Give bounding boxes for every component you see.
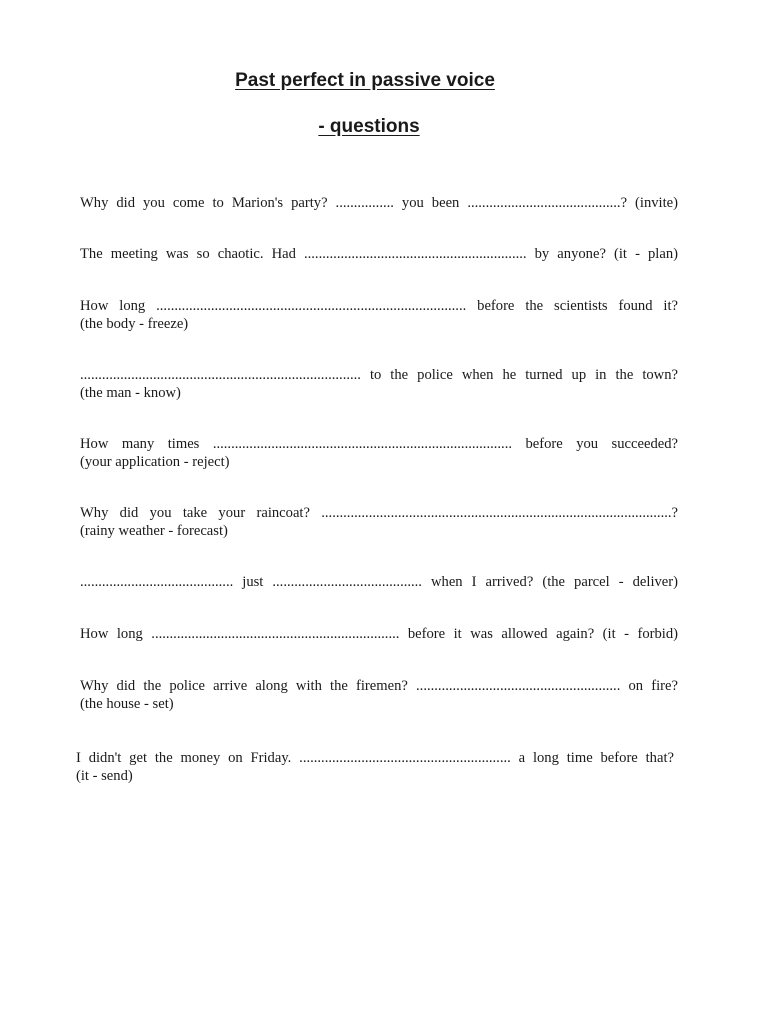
exercise-hint: (the man - know) [80, 385, 181, 401]
exercise-hint: (it - send) [76, 768, 133, 784]
exercise-item [80, 297, 678, 333]
exercise-sentence: .......................................... just ......................................... when I arrived? (the parcel - deliver) [80, 574, 678, 590]
exercise-item [80, 194, 678, 212]
exercise-sentence: How long ..................................................................................... before the scientists found it? [80, 298, 678, 314]
exercise-item [80, 435, 678, 471]
exercise-item [80, 504, 678, 540]
page-subtitle: - questions [318, 116, 420, 137]
exercise-sentence: How many times .................................................................................. before you succeeded? [80, 436, 678, 452]
exercise-item [80, 366, 678, 402]
page-title: Past perfect in passive voice [235, 70, 495, 91]
exercise-hint: (the house - set) [80, 696, 174, 712]
exercise-hint: (your application - reject) [80, 454, 230, 470]
exercise-hint: (rainy weather - forecast) [80, 523, 228, 539]
exercise-sentence: The meeting was so chaotic. Had ............................................................. by anyone? (it - plan) [80, 246, 678, 262]
exercise-sentence: Why did the police arrive along with the firemen? ........................................................ on fire? [80, 678, 678, 694]
exercise-sentence: How long .................................................................... before it was allowed again? (it - forbid) [80, 626, 678, 642]
exercise-item [76, 749, 674, 785]
exercise-item [80, 677, 678, 713]
exercise-item [80, 625, 678, 643]
exercise-sentence: ............................................................................. to the police when he turned up in the town? [80, 367, 678, 383]
exercise-item [80, 245, 678, 263]
exercise-sentence: Why did you come to Marion's party? ................ you been ..........................................? (invite) [80, 195, 678, 211]
exercise-sentence: I didn't get the money on Friday. .......................................................... a long time before that? [76, 750, 674, 766]
exercise-hint: (the body - freeze) [80, 316, 189, 332]
exercise-sentence: Why did you take your raincoat? ................................................................................................? [80, 505, 678, 521]
exercise-item [80, 573, 678, 591]
